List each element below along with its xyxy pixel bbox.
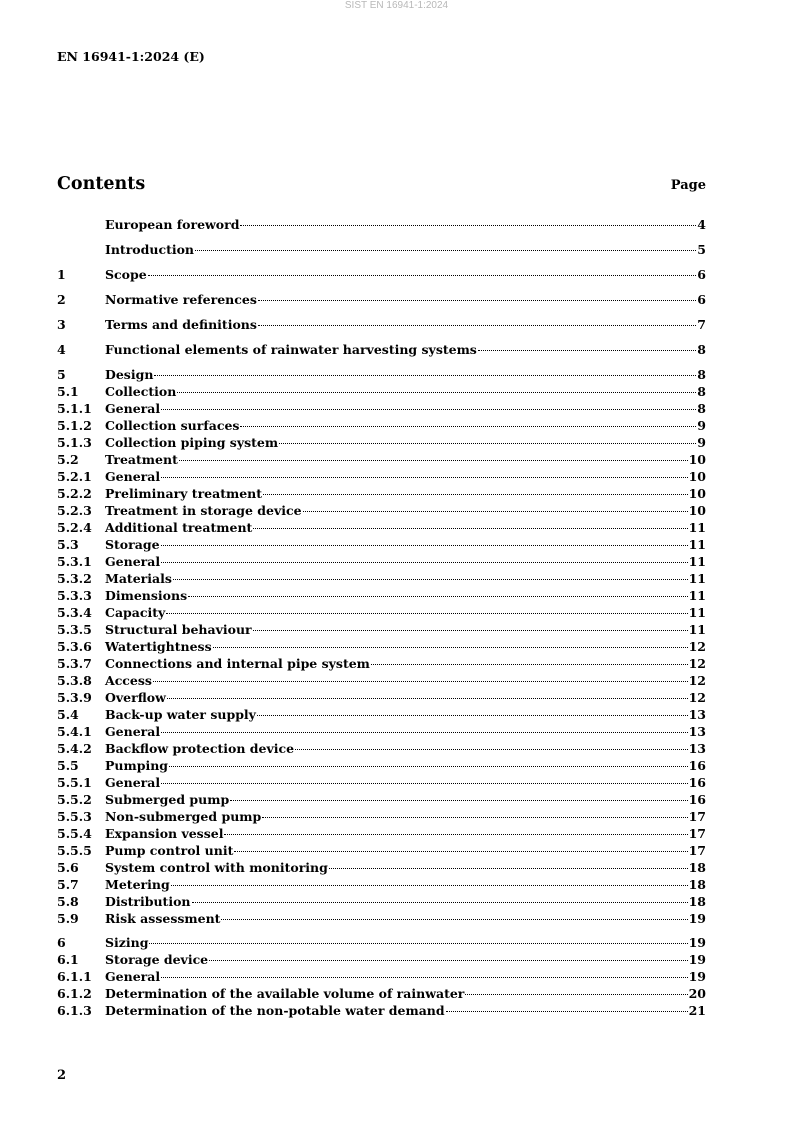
dot-leader <box>169 766 688 767</box>
dot-leader <box>192 902 688 903</box>
toc-number: 5.7 <box>57 877 79 892</box>
table-of-contents <box>57 216 706 1019</box>
toc-label: Collection piping system <box>105 435 279 450</box>
toc-number: 5.2.2 <box>57 486 92 501</box>
dot-leader <box>221 919 687 920</box>
toc-label: Risk assessment <box>105 911 221 926</box>
toc-page: 8 <box>697 401 706 416</box>
toc-entry[interactable] <box>57 519 706 536</box>
toc-number: 5.3.2 <box>57 571 92 586</box>
toc-label: Structural behaviour <box>105 622 252 637</box>
toc-entry[interactable] <box>57 316 706 333</box>
toc-number: 5.4 <box>57 707 79 722</box>
toc-page: 10 <box>688 452 706 467</box>
toc-label: Pump control unit <box>105 843 234 858</box>
toc-entry[interactable] <box>57 587 706 604</box>
toc-number: 5.5.4 <box>57 826 92 841</box>
toc-page: 12 <box>688 656 706 671</box>
page-number: 2 <box>57 1068 67 1083</box>
dot-leader <box>257 715 688 716</box>
toc-label: Dimensions <box>105 588 188 603</box>
contents-title-row <box>57 174 706 194</box>
toc-label: System control with monitoring <box>105 860 328 875</box>
toc-entry[interactable] <box>57 951 706 968</box>
dot-leader <box>230 800 687 801</box>
toc-number: 6.1.2 <box>57 986 92 1001</box>
toc-entry[interactable] <box>57 383 706 400</box>
dot-leader <box>153 681 688 682</box>
toc-number: 5.5 <box>57 758 79 773</box>
toc-page: 8 <box>697 367 706 382</box>
toc-label: Back-up water supply <box>105 707 256 722</box>
toc-label: Materials <box>105 571 172 586</box>
toc-number: 5.2.1 <box>57 469 92 484</box>
dot-leader <box>213 647 688 648</box>
toc-label: Scope <box>105 267 147 282</box>
toc-label: Design <box>105 367 154 382</box>
dot-leader <box>179 460 688 461</box>
toc-number: 3 <box>57 317 66 332</box>
toc-page: 6 <box>697 267 706 282</box>
toc-number: 5.6 <box>57 860 79 875</box>
dot-leader <box>263 494 688 495</box>
toc-entry[interactable] <box>57 400 706 417</box>
toc-page: 19 <box>688 911 706 926</box>
dot-leader <box>161 783 687 784</box>
dot-leader <box>303 511 688 512</box>
dot-leader <box>154 375 696 376</box>
toc-page: 17 <box>688 826 706 841</box>
toc-label: Access <box>105 673 152 688</box>
toc-number: 2 <box>57 292 66 307</box>
toc-page: 5 <box>697 242 706 257</box>
dot-leader <box>166 613 687 614</box>
toc-number: 6.1.3 <box>57 1003 92 1018</box>
dot-leader <box>149 943 687 944</box>
toc-label: Backflow protection device <box>105 741 295 756</box>
toc-page: 12 <box>688 639 706 654</box>
toc-label: Distribution <box>105 894 191 909</box>
toc-page: 19 <box>688 969 706 984</box>
toc-entry[interactable] <box>57 451 706 468</box>
toc-entry[interactable] <box>57 570 706 587</box>
dot-leader <box>161 409 696 410</box>
dot-leader <box>167 698 688 699</box>
toc-number: 5.4.1 <box>57 724 92 739</box>
toc-number: 5.3.5 <box>57 622 92 637</box>
toc-number: 5.5.3 <box>57 809 92 824</box>
toc-page: 18 <box>688 877 706 892</box>
toc-number: 1 <box>57 267 66 282</box>
toc-page: 7 <box>697 317 706 332</box>
toc-page: 9 <box>697 435 706 450</box>
toc-entry[interactable] <box>57 672 706 689</box>
toc-page: 16 <box>688 775 706 790</box>
dot-leader <box>371 664 688 665</box>
toc-number: 5.1.1 <box>57 401 92 416</box>
toc-page: 8 <box>697 384 706 399</box>
toc-page: 19 <box>688 952 706 967</box>
toc-label: Submerged pump <box>105 792 230 807</box>
dot-leader <box>188 596 687 597</box>
toc-number: 5.5.1 <box>57 775 92 790</box>
toc-page: 11 <box>688 537 706 552</box>
dot-leader <box>329 868 688 869</box>
toc-number: 6.1 <box>57 952 79 967</box>
dot-leader <box>171 885 688 886</box>
toc-number: 5.8 <box>57 894 79 909</box>
toc-entry[interactable] <box>57 655 706 672</box>
toc-page: 19 <box>688 935 706 950</box>
toc-entry[interactable] <box>57 825 706 842</box>
toc-label: Determination of the non-potable water demand <box>105 1003 445 1018</box>
toc-page: 11 <box>688 520 706 535</box>
toc-label: General <box>105 969 161 984</box>
toc-number: 5.4.2 <box>57 741 92 756</box>
toc-entry[interactable] <box>57 604 706 621</box>
toc-page: 4 <box>697 217 706 232</box>
toc-label: Non-submerged pump <box>105 809 262 824</box>
toc-label: Normative references <box>105 292 257 307</box>
dot-leader <box>161 977 687 978</box>
toc-page: 11 <box>688 571 706 586</box>
toc-label: Collection surfaces <box>105 418 240 433</box>
toc-entry[interactable] <box>57 740 706 757</box>
toc-label: Functional elements of rainwater harvesting systems <box>105 342 477 357</box>
toc-number: 4 <box>57 342 66 357</box>
toc-label: Terms and definitions <box>105 317 257 332</box>
toc-entry[interactable] <box>57 266 706 283</box>
toc-page: 12 <box>688 673 706 688</box>
toc-entry[interactable] <box>57 859 706 876</box>
toc-page: 16 <box>688 792 706 807</box>
toc-entry[interactable] <box>57 216 706 233</box>
toc-number: 5.1 <box>57 384 79 399</box>
dot-leader <box>258 300 696 301</box>
toc-page: 11 <box>688 605 706 620</box>
toc-label: European foreword <box>105 217 240 232</box>
toc-page: 9 <box>697 418 706 433</box>
toc-page: 6 <box>697 292 706 307</box>
toc-label: General <box>105 724 161 739</box>
toc-number: 6.1.1 <box>57 969 92 984</box>
toc-label: General <box>105 775 161 790</box>
toc-label: Collection <box>105 384 177 399</box>
toc-page: 13 <box>688 707 706 722</box>
toc-number: 5.5.2 <box>57 792 92 807</box>
page-title: Contents <box>57 174 146 194</box>
toc-label: Connections and internal pipe system <box>105 656 370 671</box>
toc-label: Watertightness <box>105 639 212 654</box>
dot-leader <box>224 834 687 835</box>
toc-label: Additional treatment <box>105 520 253 535</box>
toc-entry[interactable] <box>57 434 706 451</box>
toc-page: 11 <box>688 588 706 603</box>
dot-leader <box>478 350 696 351</box>
toc-number: 5.1.2 <box>57 418 92 433</box>
dot-leader <box>258 325 696 326</box>
toc-entry[interactable] <box>57 876 706 893</box>
watermark: SIST EN 16941-1:2024 <box>344 0 449 11</box>
toc-label: General <box>105 469 161 484</box>
toc-page: 10 <box>688 503 706 518</box>
dot-leader <box>253 528 687 529</box>
toc-number: 5.1.3 <box>57 435 92 450</box>
dot-leader <box>446 1011 688 1012</box>
toc-number: 5.3.9 <box>57 690 92 705</box>
dot-leader <box>161 562 687 563</box>
toc-entry[interactable] <box>57 417 706 434</box>
toc-entry[interactable] <box>57 985 706 1002</box>
toc-page: 11 <box>688 554 706 569</box>
toc-number: 5.3.1 <box>57 554 92 569</box>
toc-label: Preliminary treatment <box>105 486 263 501</box>
toc-label: Storage device <box>105 952 209 967</box>
toc-entry[interactable] <box>57 291 706 308</box>
toc-entry[interactable] <box>57 621 706 638</box>
toc-page: 10 <box>688 486 706 501</box>
dot-leader <box>161 732 687 733</box>
page-column-heading: Page <box>670 178 706 193</box>
toc-entry[interactable] <box>57 241 706 258</box>
toc-page: 13 <box>688 741 706 756</box>
toc-label: Pumping <box>105 758 169 773</box>
toc-page: 17 <box>688 843 706 858</box>
toc-page: 20 <box>688 986 706 1001</box>
toc-label: Introduction <box>105 242 195 257</box>
toc-entry[interactable] <box>57 485 706 502</box>
toc-label: Treatment in storage device <box>105 503 302 518</box>
dot-leader <box>161 477 687 478</box>
toc-number: 5.2 <box>57 452 79 467</box>
toc-entry[interactable] <box>57 893 706 910</box>
toc-entry[interactable] <box>57 536 706 553</box>
toc-entry[interactable] <box>57 968 706 985</box>
toc-entry[interactable] <box>57 791 706 808</box>
dot-leader <box>279 443 696 444</box>
toc-number: 5.5.5 <box>57 843 92 858</box>
toc-label: Metering <box>105 877 170 892</box>
toc-number: 5.3 <box>57 537 79 552</box>
dot-leader <box>295 749 688 750</box>
toc-entry[interactable] <box>57 366 706 383</box>
toc-page: 18 <box>688 860 706 875</box>
toc-label: General <box>105 401 161 416</box>
toc-page: 21 <box>688 1003 706 1018</box>
toc-label: Expansion vessel <box>105 826 224 841</box>
toc-page: 10 <box>688 469 706 484</box>
toc-page: 12 <box>688 690 706 705</box>
dot-leader <box>195 250 696 251</box>
toc-label: Overflow <box>105 690 166 705</box>
toc-entry[interactable] <box>57 341 706 358</box>
toc-number: 5.3.8 <box>57 673 92 688</box>
toc-label: Treatment <box>105 452 178 467</box>
toc-label: Determination of the available volume of rainwater <box>105 986 465 1001</box>
toc-label: General <box>105 554 161 569</box>
toc-entry[interactable] <box>57 638 706 655</box>
toc-entry[interactable] <box>57 757 706 774</box>
toc-label: Capacity <box>105 605 166 620</box>
toc-number: 5.9 <box>57 911 79 926</box>
toc-number: 5 <box>57 367 66 382</box>
toc-page: 13 <box>688 724 706 739</box>
dot-leader <box>465 994 687 995</box>
toc-page: 11 <box>688 622 706 637</box>
dot-leader <box>148 275 697 276</box>
toc-number: 5.3.4 <box>57 605 92 620</box>
toc-entry[interactable] <box>57 842 706 859</box>
dot-leader <box>253 630 688 631</box>
toc-entry[interactable] <box>57 774 706 791</box>
toc-number: 5.3.3 <box>57 588 92 603</box>
toc-number: 6 <box>57 935 66 950</box>
toc-number: 5.3.7 <box>57 656 92 671</box>
toc-number: 5.3.6 <box>57 639 92 654</box>
toc-entry[interactable] <box>57 706 706 723</box>
toc-number: 5.2.3 <box>57 503 92 518</box>
dot-leader <box>161 545 688 546</box>
toc-page: 16 <box>688 758 706 773</box>
toc-number: 5.2.4 <box>57 520 92 535</box>
toc-page: 17 <box>688 809 706 824</box>
toc-entry[interactable] <box>57 502 706 519</box>
toc-label: Sizing <box>105 935 149 950</box>
toc-entry[interactable] <box>57 468 706 485</box>
toc-entry[interactable] <box>57 808 706 825</box>
dot-leader <box>177 392 696 393</box>
document-header: EN 16941-1:2024 (E) <box>57 49 205 64</box>
toc-entry[interactable] <box>57 910 706 927</box>
dot-leader <box>209 960 687 961</box>
toc-page: 8 <box>697 342 706 357</box>
toc-entry[interactable] <box>57 553 706 570</box>
dot-leader <box>262 817 687 818</box>
toc-entry[interactable] <box>57 934 706 951</box>
dot-leader <box>240 426 696 427</box>
dot-leader <box>240 225 696 226</box>
toc-entry[interactable] <box>57 1002 706 1019</box>
toc-page: 18 <box>688 894 706 909</box>
dot-leader <box>234 851 687 852</box>
toc-entry[interactable] <box>57 723 706 740</box>
dot-leader <box>173 579 688 580</box>
toc-label: Storage <box>105 537 160 552</box>
toc-entry[interactable] <box>57 689 706 706</box>
